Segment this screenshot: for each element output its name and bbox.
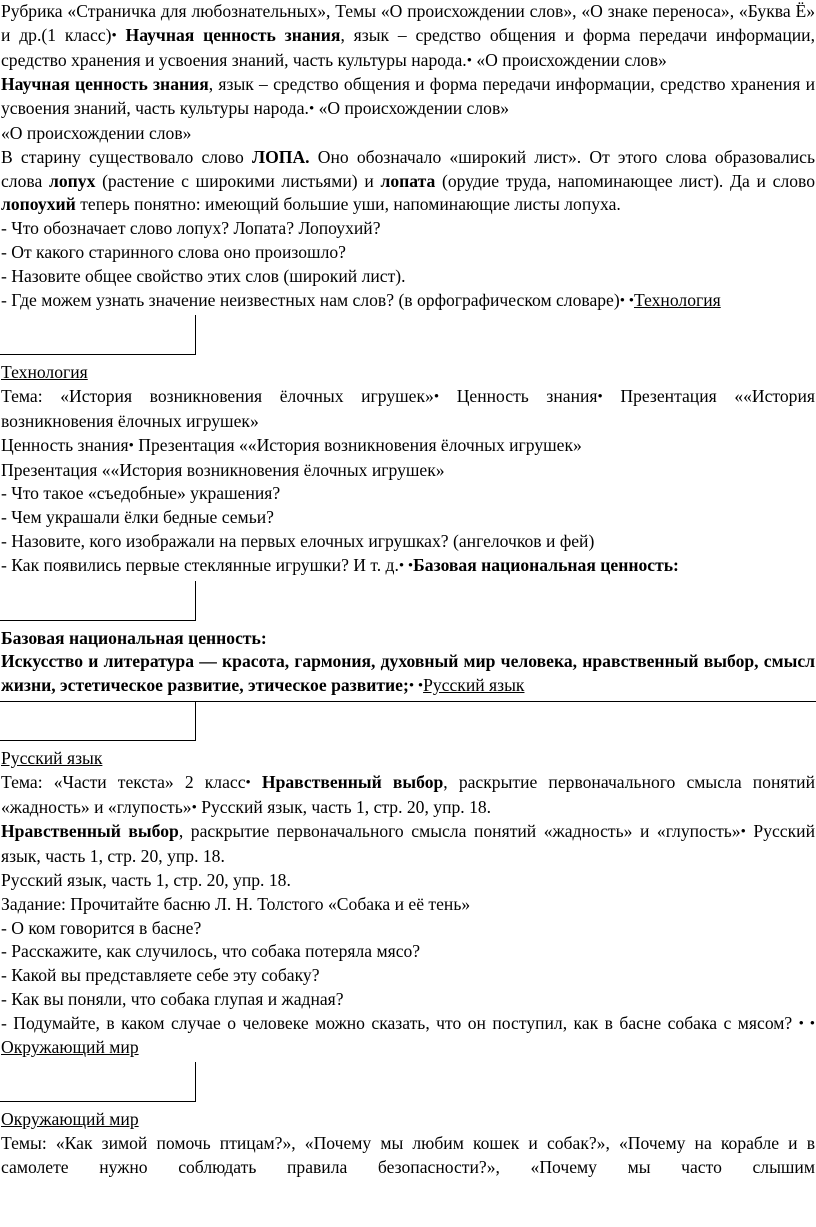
section-heading-environment: Окружающий мир bbox=[1, 1109, 139, 1130]
russian-theme-paragraph bbox=[0, 771, 816, 821]
question-line: - От какого старинного слова оно произошло? bbox=[1, 241, 346, 262]
value-label: Научная ценность знания bbox=[1, 74, 209, 95]
lopoukhiy-word: лопоухий bbox=[1, 194, 76, 215]
bullet-icon: • • bbox=[798, 1015, 815, 1032]
question-line: - Расскажите, как случилось, что собака потеряла мясо? bbox=[1, 941, 421, 962]
lopa-word: ЛОПА. bbox=[252, 146, 310, 167]
bullet-icon: • bbox=[597, 389, 603, 406]
question-line: - О ком говорится в басне? bbox=[1, 917, 202, 938]
bullet-icon: • • bbox=[398, 557, 414, 574]
bullet-icon: • bbox=[191, 799, 197, 816]
value-text: , раскрытие первоначального смысла понятий «жадность» и «глупость» bbox=[178, 821, 741, 842]
question-text: - Подумайте, в каком случае о человеке можно сказать, что он поступил, как в басне собака с мясом? bbox=[1, 1012, 793, 1033]
national-value-text: Искусство и литература — красота, гармония, духовный мир человека, нравственный выбор, смысл жизни, эстетическое развитие, этическое развитие; bbox=[1, 651, 815, 696]
section-heading-russian: Русский язык bbox=[1, 747, 103, 768]
question-line-last bbox=[0, 289, 816, 314]
value-label: Нравственный выбор bbox=[1, 821, 179, 842]
next-section-label: Базовая национальная ценность: bbox=[413, 554, 679, 575]
bullet-icon: • bbox=[740, 824, 746, 841]
tech-value-text: Ценность знания bbox=[1, 434, 129, 455]
bullet-icon: • bbox=[245, 774, 251, 791]
text-box-frame bbox=[0, 699, 816, 747]
book-reference: Русский язык, часть 1, стр. 20, упр. 18. bbox=[196, 796, 492, 817]
lopa-text: Оно обозначало «широкий лист». От этого слова образовались слова bbox=[1, 146, 815, 191]
theme-grade: 2 класс bbox=[173, 771, 246, 792]
question-line: - Какой вы представляете себе эту собаку? bbox=[1, 965, 320, 986]
topic-text: «О происхождении слов» bbox=[476, 49, 667, 70]
tech-theme-text: Тема: «История возникновения ёлочных игрушек» bbox=[1, 386, 434, 407]
question-line-last bbox=[0, 554, 816, 579]
lopa-text: (растение с широкими листьями) и bbox=[95, 170, 381, 191]
topic-text: «О происхождении слов» bbox=[318, 98, 510, 119]
tech-value-line bbox=[0, 434, 816, 459]
bullet-icon: • bbox=[111, 27, 117, 44]
box-rect bbox=[0, 315, 196, 355]
tech-presentation-text: Презентация ««История возникновения ёлочных игрушек» bbox=[133, 434, 582, 455]
topic-line: «О происхождении слов» bbox=[1, 122, 192, 143]
lopukh-word: лопух bbox=[48, 170, 96, 191]
value-label: Научная ценность знания bbox=[125, 24, 341, 45]
bullet-icon: • bbox=[466, 52, 472, 69]
value-text: , раскрытие первоначального смысла понятий «жадность» и «глупость» bbox=[1, 771, 815, 817]
russian-value-paragraph bbox=[0, 820, 816, 869]
box-rect bbox=[0, 701, 196, 741]
theme-title: «Части текста» bbox=[53, 771, 174, 792]
intro-paragraph bbox=[0, 0, 816, 73]
link-environment[interactable]: Окружающий мир bbox=[1, 1037, 139, 1058]
lopata-word: лопата bbox=[380, 170, 436, 191]
value-text: , язык – средство общения и форма передачи информации, средство хранения и усвоения знаний, часть культуры народа. bbox=[1, 74, 815, 119]
book-reference: Русский язык, часть 1, стр. 20, упр. 18. bbox=[1, 821, 815, 867]
environment-themes: Темы: «Как зимой помочь птицам?», «Почему мы любим кошек и собак?», «Почему на корабле и в самолете нужно соблюдать правила безопасности?», «Почему мы часто слышим bbox=[1, 1133, 815, 1177]
text-box-frame bbox=[0, 579, 816, 627]
bullet-icon: • bbox=[308, 101, 315, 118]
question-line-last bbox=[0, 1012, 816, 1061]
value-text: , язык – средство общения и форма передачи информации, средство хранения и усвоения знаний, часть культуры народа. bbox=[1, 24, 815, 70]
link-technology[interactable]: Технология bbox=[633, 289, 721, 310]
bullet-icon: • • bbox=[408, 678, 424, 695]
book-reference-line: Русский язык, часть 1, стр. 20, упр. 18. bbox=[1, 869, 291, 890]
task-line: Задание: Прочитайте басню Л. Н. Толстого «Собака и её тень» bbox=[1, 893, 471, 914]
tech-theme-paragraph bbox=[0, 385, 816, 434]
question-line: - Назовите общее свойство этих слов (широкий лист). bbox=[1, 265, 406, 286]
question-line: - Что обозначает слово лопух? Лопата? Лопоухий? bbox=[1, 218, 381, 239]
question-line: - Как вы поняли, что собака глупая и жадная? bbox=[1, 988, 344, 1009]
bullet-icon: • bbox=[433, 389, 440, 406]
section-heading-national-value: Базовая национальная ценность: bbox=[1, 627, 267, 648]
theme-label: Тема: bbox=[1, 771, 54, 792]
question-text: - Как появились первые стеклянные игрушки? И т. д. bbox=[1, 554, 399, 575]
bullet-icon: • bbox=[128, 437, 134, 454]
value-label: Нравственный выбор bbox=[250, 771, 444, 792]
lopa-text: теперь понятно: имеющий большие уши, напоминающие листы лопуха. bbox=[75, 194, 621, 215]
lopa-paragraph bbox=[0, 146, 816, 217]
link-russian[interactable]: Русский язык bbox=[423, 675, 525, 696]
question-line: - Назовите, кого изображали на первых елочных игрушках? (ангелочков и фей) bbox=[1, 530, 595, 551]
bullet-icon: • • bbox=[619, 292, 634, 309]
tech-presentation-line: Презентация ««История возникновения ёлочных игрушек» bbox=[1, 459, 445, 480]
section-heading-technology: Технология bbox=[1, 362, 88, 383]
tech-value-text: Ценность знания bbox=[439, 386, 598, 407]
box-rect bbox=[0, 581, 196, 621]
box-rect bbox=[0, 1062, 196, 1102]
value-paragraph bbox=[0, 73, 816, 122]
intro-heading-text: Рубрика «Страничка для любознательных», Темы «О происхождении слов», «О знаке переноса», «Буква Ё» и др.(1 класс) bbox=[1, 1, 815, 45]
question-line: - Чем украшали ёлки бедные семьи? bbox=[1, 507, 274, 528]
tech-presentation-text: Презентация ««История возникновения ёлочных игрушек» bbox=[1, 386, 815, 431]
text-box-frame bbox=[0, 313, 816, 361]
lopa-text: В старину существовало слово bbox=[1, 146, 252, 167]
text-box-frame bbox=[0, 1060, 816, 1108]
question-line: - Что такое «съедобные» украшения? bbox=[1, 483, 281, 504]
question-text: - Где можем узнать значение неизвестных нам слов? (в орфографическом словаре) bbox=[1, 289, 620, 310]
lopa-text: (орудие труда, напоминающее лист). Да и слово bbox=[435, 170, 816, 191]
national-value-paragraph bbox=[0, 650, 816, 699]
